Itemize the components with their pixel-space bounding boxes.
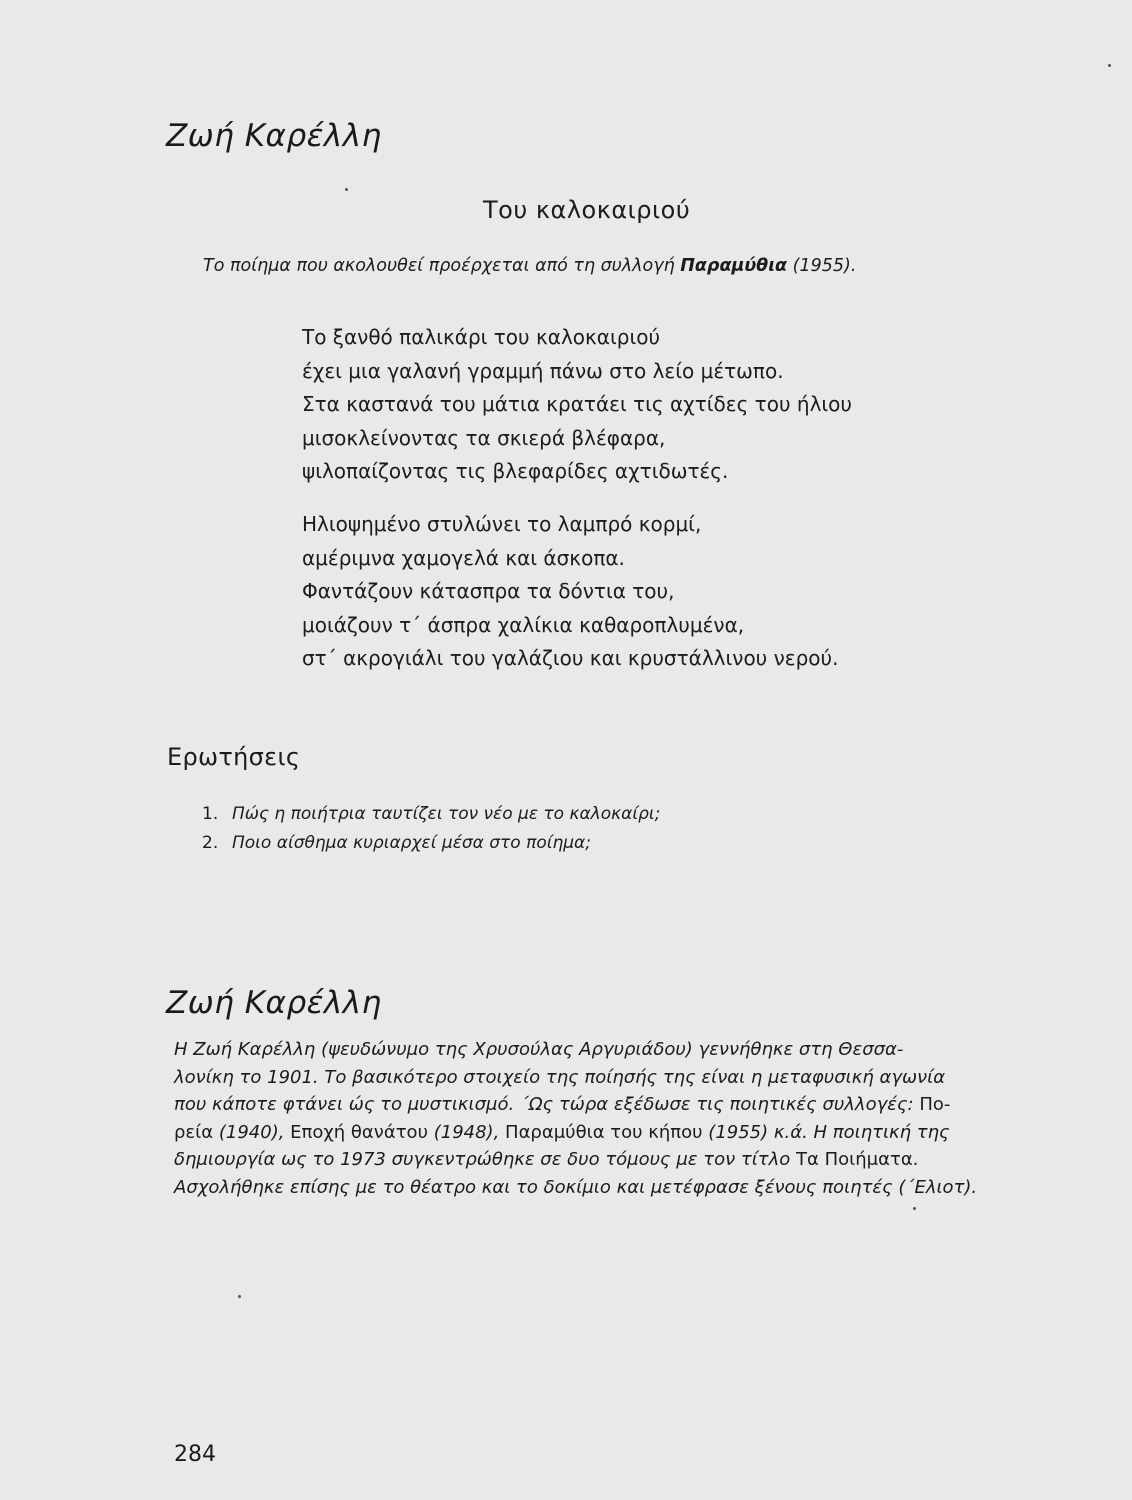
- poem-line: μοιάζουν τ΄ άσπρα χαλίκια καθαροπλυμένα,: [302, 612, 745, 637]
- bio-collection-title: ρεία: [174, 1121, 214, 1143]
- question-item: [202, 829, 660, 858]
- bio-line-end: Πο-: [919, 1094, 951, 1115]
- poem-line: ψιλοπαίζοντας τις βλεφαρίδες αχτιδωτές.: [302, 459, 729, 483]
- bio-line: Ασχολήθηκε επίσης με το θέατρο και το δοκίμιο και μετέφρασε ξένους ποιητές (΄Ελιοτ).: [174, 1176, 978, 1198]
- author-biography: [174, 1036, 1036, 1201]
- poem-title: Του καλοκαιριού: [483, 196, 691, 224]
- question-number: 2.: [202, 833, 219, 853]
- poem-line: Στα καστανά του μάτια κρατάει τις αχτίδες του ήλιου: [302, 392, 852, 416]
- questions-list: [202, 800, 660, 858]
- bio-year: (1948),: [433, 1121, 500, 1143]
- poem-intro: [203, 256, 856, 276]
- bio-year: (1940),: [218, 1121, 285, 1143]
- poem-line: Ηλιοψημένο στυλώνει το λαμπρό κορμί,: [302, 512, 702, 536]
- bio-line: (1955) κ.ά. Η ποιητική της: [708, 1121, 950, 1143]
- author-heading: Ζωή Καρέλλη: [166, 118, 382, 154]
- poem-line: Φαντάζουν κάτασπρα τα δόντια του,: [302, 579, 675, 603]
- intro-year: (1955).: [792, 256, 857, 276]
- poem-line: έχει μια γαλανή γραμμή πάνω στο λείο μέτωπο.: [302, 358, 784, 383]
- poem-line: μισοκλείνοντας τα σκιερά βλέφαρα,: [302, 425, 666, 450]
- author-bio-heading: Ζωή Καρέλλη: [166, 985, 382, 1021]
- paper-speck: [345, 188, 348, 191]
- bio-collection-title: Παραμύθια του κήπου: [505, 1121, 703, 1143]
- questions-heading: Ερωτήσεις: [167, 743, 301, 771]
- bio-collection-title: Εποχή θανάτου: [290, 1121, 428, 1143]
- question-text: Πώς η ποιήτρια ταυτίζει τον νέο με το καλοκαίρι;: [232, 804, 661, 824]
- poem-stanza-2: [302, 508, 838, 676]
- question-item: [202, 800, 660, 829]
- bio-line: που κάποτε φτάνει ώς το μυστικισμό. ΄Ως τώρα εξέδωσε τις ποιητικές συλλογές:: [174, 1094, 914, 1115]
- question-text: Ποιο αίσθημα κυριαρχεί μέσα στο ποίημα;: [232, 833, 591, 853]
- poem-stanza-1: [302, 321, 852, 489]
- intro-text: Το ποίημα που ακολουθεί προέρχεται από τη συλλογή: [203, 256, 675, 276]
- paper-speck: [238, 1295, 241, 1298]
- bio-line: λονίκη το 1901. Το βασικότερο στοιχείο της ποίησής της είναι η μεταφυσική αγωνία: [174, 1066, 946, 1088]
- question-number: 1.: [202, 804, 219, 824]
- bio-line: Η Ζωή Καρέλλη (ψευδώνυμο της Χρυσούλας Αργυριάδου) γεννήθηκε στη Θεσσα-: [174, 1039, 904, 1060]
- paper-speck: [1108, 64, 1111, 67]
- collection-name: Παραμύθια: [680, 256, 788, 276]
- poem-line: αμέριμνα χαμογελά και άσκοπα.: [302, 545, 625, 570]
- bio-line: δημιουργία ως το 1973 συγκεντρώθηκε σε δυο τόμους με τον τίτλο: [174, 1149, 791, 1170]
- bio-collection-title: Τα Ποιήματα.: [796, 1149, 919, 1170]
- paper-speck: [913, 1207, 916, 1210]
- poem-line: Το ξανθό παλικάρι του καλοκαιριού: [302, 325, 661, 349]
- page-number: 284: [174, 1442, 216, 1467]
- poem-line: στ΄ ακρογιάλι του γαλάζιου και κρυστάλλινου νερού.: [302, 646, 839, 670]
